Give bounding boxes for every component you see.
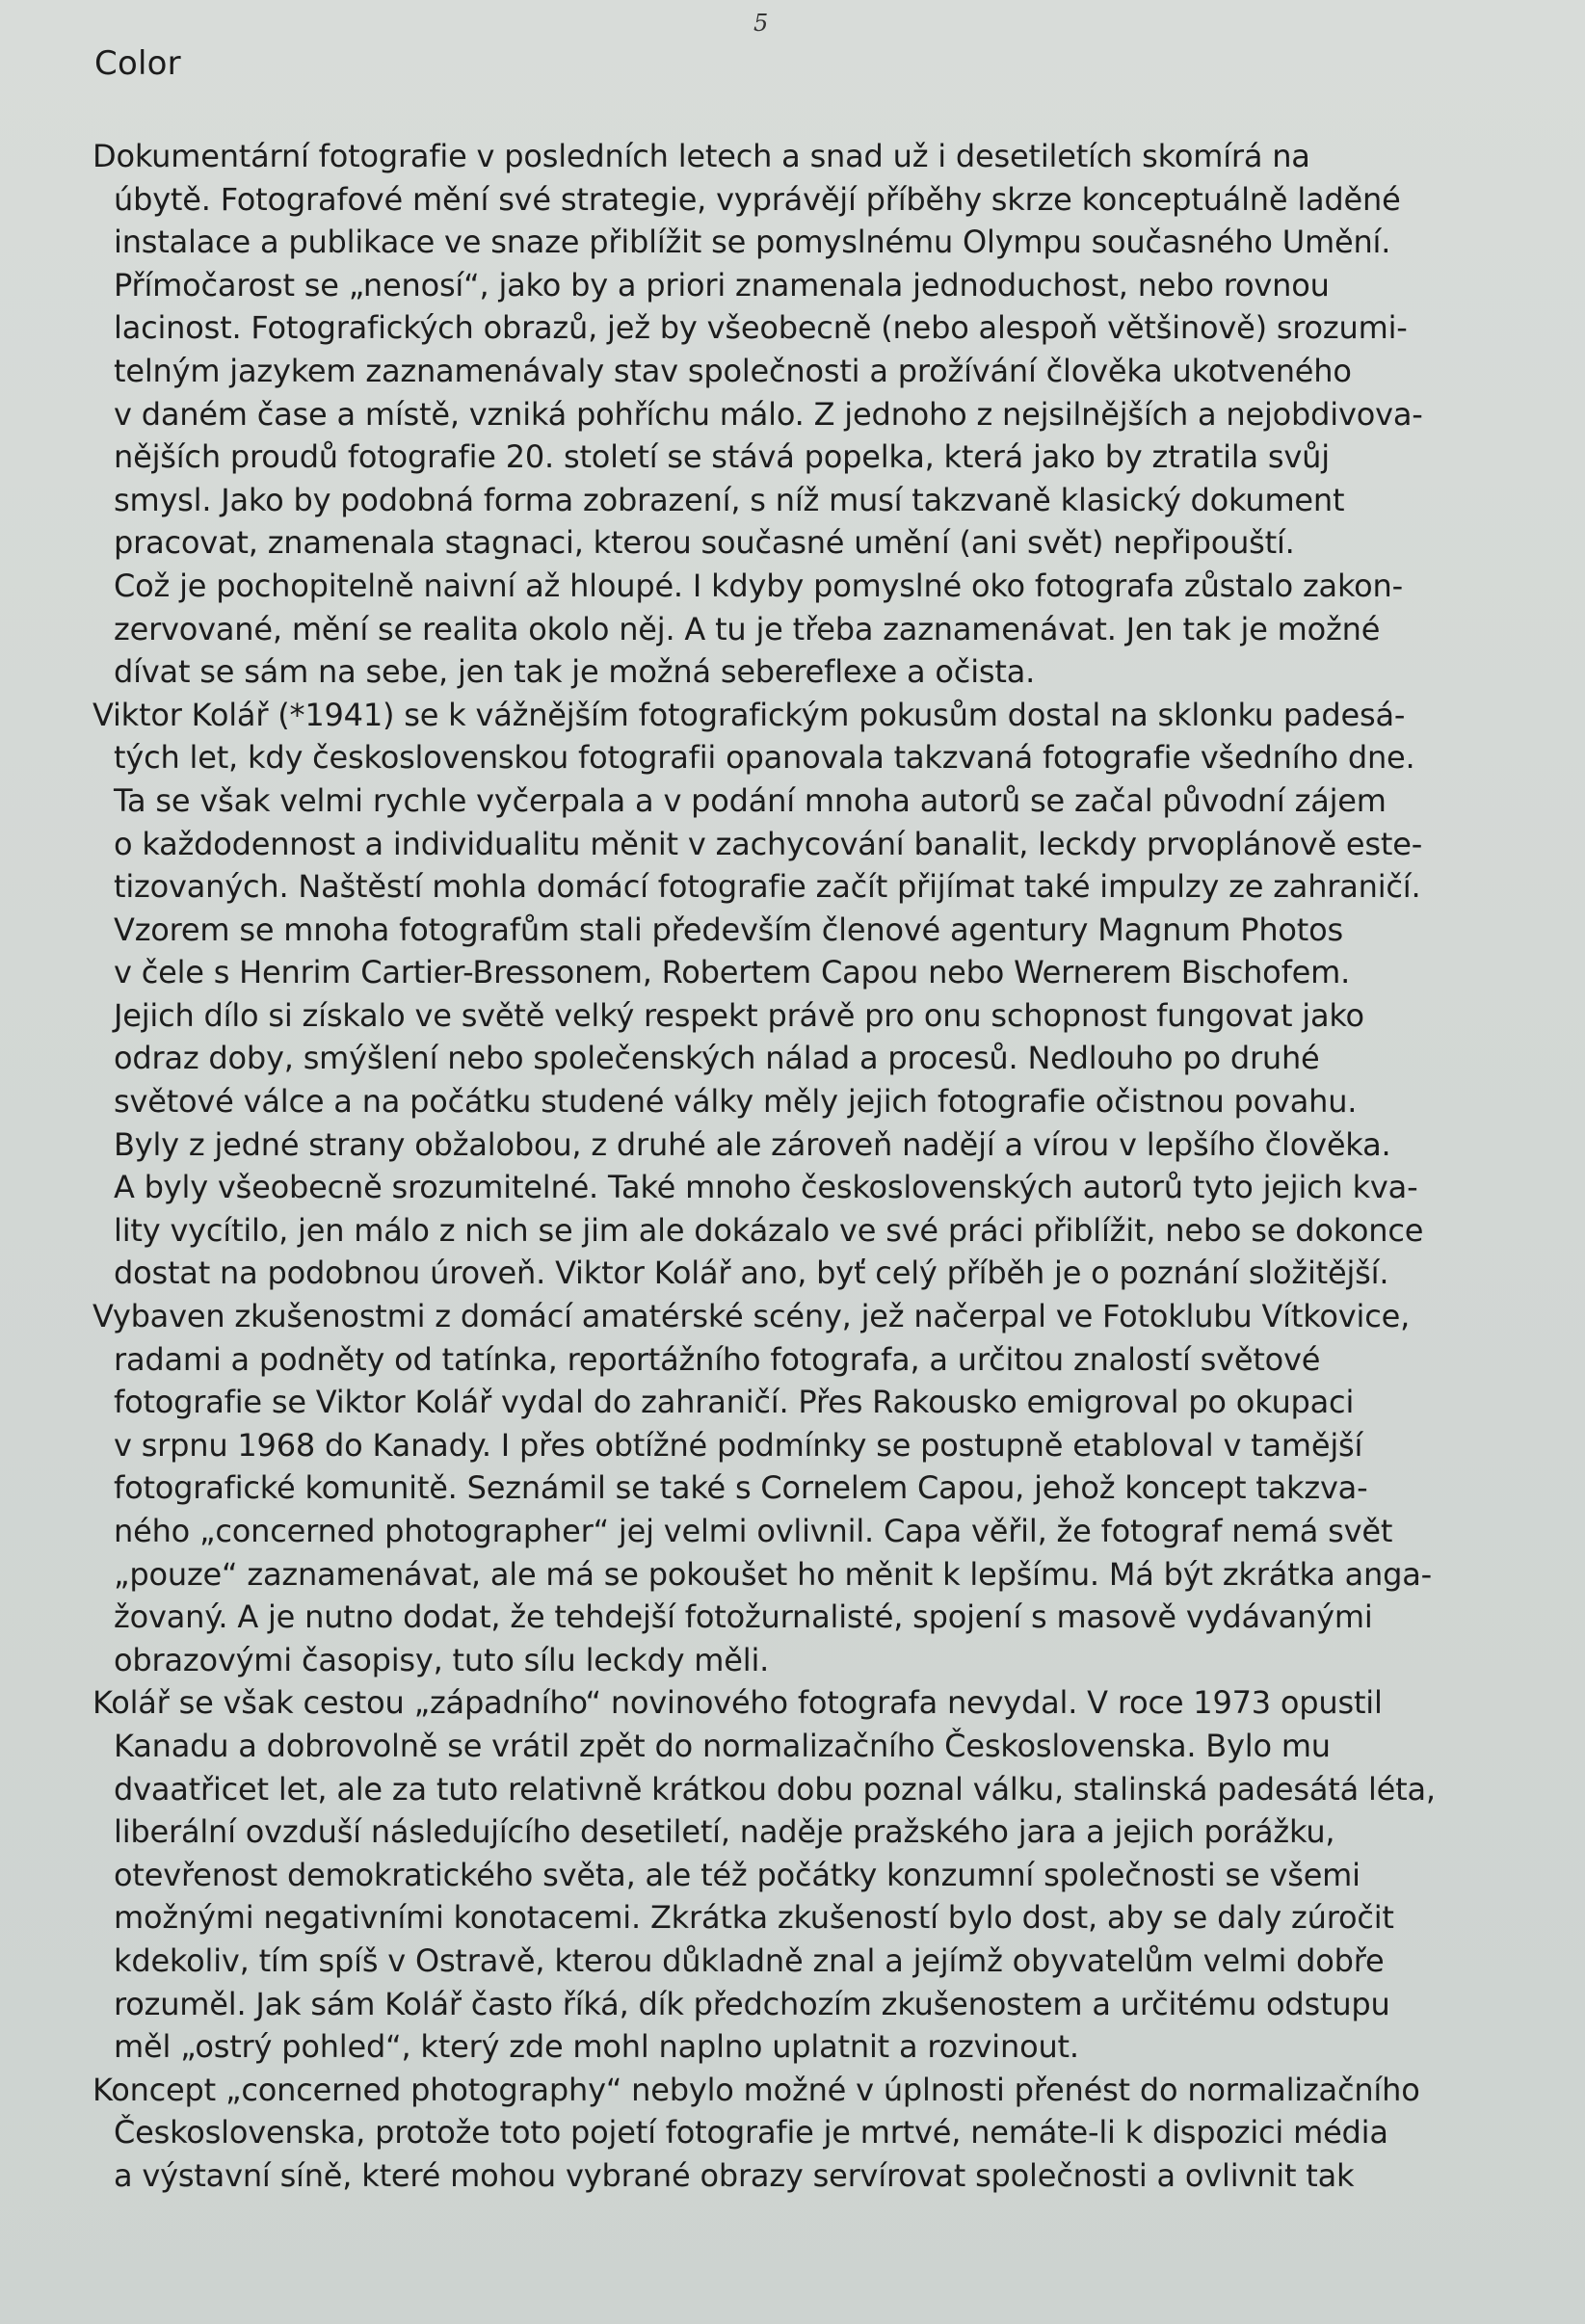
text-line: ného „concerned photographer“ jej velmi ovlivnil. Capa věřil, že fotograf nemá svět (114, 1513, 1393, 1549)
text-line: liberální ovzduší následujícího desetiletí, naděje pražského jara a jejich porážku, (114, 1813, 1335, 1851)
text-line: radami a podněty od tatínka, reportážního fotografa, a určitou znalostí světové (114, 1340, 1321, 1378)
text-line: Jejich dílo si získalo ve světě velký respekt právě pro onu schopnost fungovat jako (114, 996, 1364, 1034)
text-line: Dokumentární fotografie v posledních letech a snad už i desetiletích skomírá na (92, 138, 1310, 174)
text-line: tých let, kdy československou fotografii opanovala takzvaná fotografie všedního dne. (114, 739, 1415, 777)
text-line: Což je pochopitelně naivní až hloupé. I kdyby pomyslné oko fotografa zůstalo zakon- (114, 567, 1403, 604)
text-line: v srpnu 1968 do Kanady. I přes obtížné podmínky se postupně etabloval v tamější (114, 1426, 1363, 1464)
text-line: Československa, protože toto pojetí fotografie je mrtvé, nemáte-li k dispozici média (114, 2114, 1388, 2152)
text-line: Přímočarost se „nenosí“, jako by a priori znamenala jednoduchost, nebo rovnou (114, 266, 1330, 304)
paragraph (92, 1681, 1441, 2068)
text-line: otevřenost demokratického světa, ale též počátky konzumní společnosti se všemi (114, 1856, 1360, 1893)
text-line: světové válce a na počátku studené války měly jejich fotografie očistnou povahu. (114, 1083, 1358, 1121)
text-line: tizovaných. Naštěstí mohla domácí fotografie začít přijímat také impulzy ze zahraničí. (114, 868, 1421, 906)
paragraph (92, 1295, 1441, 1681)
text-line: Vybaven zkušenostmi z domácí amatérské scény, jež načerpal ve Fotoklubu Vítkovice, (92, 1298, 1411, 1335)
text-line: pracovat, znamenala stagnaci, kterou současné umění (ani svět) nepřipouští. (114, 524, 1295, 562)
text-line: odraz doby, smýšlení nebo společenských nálad a procesů. Nedlouho po druhé (114, 1040, 1320, 1077)
page-number: 5 (753, 10, 769, 37)
text-line: „pouze“ zaznamenávat, ale má se pokoušet ho měnit k lepšímu. Má být zkrátka anga- (114, 1555, 1432, 1593)
text-line: žovaný. A je nutno dodat, že tehdejší fotožurnalisté, spojení s masově vydávanými (114, 1598, 1373, 1636)
text-line: instalace a publikace ve snaze přiblížit se pomyslnému Olympu současného Umění. (114, 224, 1391, 261)
text-line: dvaatřicet let, ale za tuto relativně krátkou dobu poznal válku, stalinská padesátá léta, (114, 1770, 1436, 1808)
text-line: v daném čase a místě, vzniká pohříchu málo. Z jednoho z nejsilnějších a nejobdivova- (114, 395, 1423, 433)
text-line: dívat se sám na sebe, jen tak je možná sebereflexe a očista. (114, 653, 1036, 691)
text-line: dostat na podobnou úroveň. Viktor Kolář ano, byť celý příběh je o poznání složitější. (114, 1254, 1389, 1292)
text-line: nějších proudů fotografie 20. století se stává popelka, která jako by ztratila svůj (114, 438, 1330, 476)
body-text (92, 135, 1441, 2198)
text-line: Vzorem se mnoha fotografům stali především členové agentury Magnum Photos (114, 911, 1343, 948)
text-line: lacinost. Fotografických obrazů, jež by všeobecně (nebo alespoň většinově) srozumi- (114, 309, 1408, 347)
text-line: měl „ostrý pohled“, který zde mohl naplno uplatnit a rozvinout. (114, 2028, 1079, 2066)
text-line: fotografické komunitě. Seznámil se také s Cornelem Capou, jehož koncept takzva- (114, 1469, 1368, 1507)
text-line: smysl. Jako by podobná forma zobrazení, s níž musí takzvaně klasický dokument (114, 481, 1345, 518)
text-line: Kanadu a dobrovolně se vrátil zpět do normalizačního Československa. Bylo mu (114, 1727, 1331, 1764)
text-line: Kolář se však cestou „západního“ novinového fotografa nevydal. V roce 1973 opustil (92, 1684, 1383, 1722)
text-line: telným jazykem zaznamenávaly stav společnosti a prožívání člověka ukotveného (114, 352, 1352, 389)
text-line: Viktor Kolář (*1941) se k vážnějším fotografickým pokusům dostal na sklonku padesá- (92, 696, 1406, 733)
text-line: možnými negativními konotacemi. Zkrátka zkušeností bylo dost, aby se daly zúročit (114, 1899, 1394, 1937)
text-line: zervované, mění se realita okolo něj. A tu je třeba zaznamenávat. Jen tak je možné (114, 610, 1381, 647)
section-label: Color (94, 44, 181, 83)
paragraph (92, 135, 1441, 694)
text-line: obrazovými časopisy, tuto sílu leckdy měli. (114, 1641, 770, 1678)
text-line: v čele s Henrim Cartier-Bressonem, Robertem Capou nebo Wernerem Bischofem. (114, 954, 1351, 991)
text-line: lity vycítilo, jen málo z nich se jim ale dokázalo ve své práci přiblížit, nebo se dokonce (114, 1211, 1424, 1249)
paragraph (92, 694, 1441, 1295)
paragraph (92, 2069, 1441, 2198)
text-line: kdekoliv, tím spíš v Ostravě, kterou důkladně znal a jejímž obyvatelům velmi dobře (114, 1941, 1385, 1979)
text-line: rozuměl. Jak sám Kolář často říká, dík předchozím zkušenostem a určitému odstupu (114, 1985, 1390, 2022)
text-line: Ta se však velmi rychle vyčerpala a v podání mnoha autorů se začal původní zájem (114, 781, 1387, 819)
text-line: fotografie se Viktor Kolář vydal do zahraničí. Přes Rakousko emigroval po okupaci (114, 1384, 1355, 1421)
text-line: o každodennost a individualitu měnit v zachycování banalit, leckdy prvoplánově este- (114, 825, 1423, 862)
text-line: Byly z jedné strany obžalobou, z druhé ale zároveň nadějí a vírou v lepšího člověka. (114, 1125, 1391, 1163)
text-line: A byly všeobecně srozumitelné. Také mnoho československých autorů tyto jejich kva- (114, 1169, 1418, 1206)
text-line: Koncept „concerned photography“ nebylo možné v úplnosti přenést do normalizačního (92, 2071, 1420, 2108)
text-line: úbytě. Fotografové mění své strategie, vyprávějí příběhy skrze konceptuálně laděné (114, 180, 1401, 218)
text-line: a výstavní síně, které mohou vybrané obrazy servírovat společnosti a ovlivnit tak (114, 2156, 1355, 2194)
